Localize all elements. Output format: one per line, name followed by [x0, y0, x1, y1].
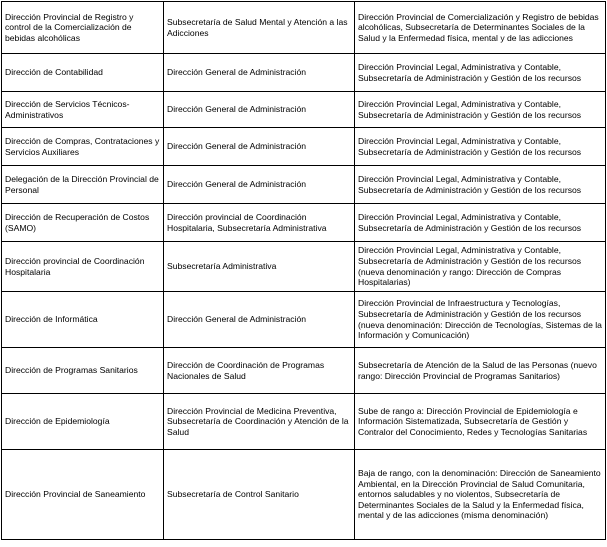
table-row [2, 450, 606, 540]
table-row [2, 128, 606, 166]
table-cell-new-location: Dirección Provincial Legal, Administrativa y Contable, Subsecretaría de Administración y Gestión de los recursos [355, 166, 606, 204]
table-row [2, 54, 606, 92]
table-cell-new-location: Dirección Provincial de Infraestructura y Tecnologías, Subsecretaría de Administración y Gestión de los recursos (nueva denominación: Dirección de Tecnologías, Sistemas de la Información y Comunicación) [355, 292, 606, 348]
table-cell-previous-unit: Dirección de Compras, Contrataciones y Servicios Auxiliares [2, 128, 164, 166]
table-row [2, 204, 606, 242]
table-cell-new-location: Sube de rango a: Dirección Provincial de Epidemiología e Información Sistematizada, Subsecretaría de Gestión y Contralor del Conocimiento, Redes y Tecnologías Sanitarias [355, 394, 606, 450]
table-row [2, 394, 606, 450]
table-cell-previous-unit: Dirección de Contabilidad [2, 54, 164, 92]
table-cell-previous-unit: Dirección Provincial de Registro y control de la Comercialización de bebidas alcohólicas [2, 2, 164, 54]
table-row [2, 2, 606, 54]
table-row [2, 348, 606, 394]
table-cell-previous-unit: Dirección de Programas Sanitarios [2, 348, 164, 394]
table-row [2, 166, 606, 204]
table-cell-previous-dependency: Dirección General de Administración [164, 166, 355, 204]
table-cell-new-location: Subsecretaría de Atención de la Salud de las Personas (nuevo rango: Dirección Provincial de Programas Sanitarios) [355, 348, 606, 394]
table-cell-previous-unit: Dirección de Epidemiología [2, 394, 164, 450]
table-cell-previous-dependency: Subsecretaría Administrativa [164, 242, 355, 292]
table-row [2, 292, 606, 348]
table-cell-previous-unit: Delegación de la Dirección Provincial de Personal [2, 166, 164, 204]
table-cell-new-location: Dirección Provincial Legal, Administrativa y Contable, Subsecretaría de Administración y Gestión de los recursos [355, 128, 606, 166]
table-row [2, 92, 606, 128]
table-cell-previous-dependency: Subsecretaría de Control Sanitario [164, 450, 355, 540]
table-cell-new-location: Baja de rango, con la denominación: Dirección de Saneamiento Ambiental, en la Dirección Provincial de Salud Comunitaria, entornos saludables y no violentos, Subsecretaría de Determinantes Sociales de la Salud y la Enfermedad física, mental y de las adicciones (misma denominación) [355, 450, 606, 540]
table-row [2, 242, 606, 292]
table-cell-previous-dependency: Dirección General de Administración [164, 54, 355, 92]
table-cell-previous-dependency: Dirección General de Administración [164, 292, 355, 348]
table-cell-previous-unit: Dirección de Recuperación de Costos (SAMO) [2, 204, 164, 242]
table-cell-new-location: Dirección Provincial Legal, Administrativa y Contable, Subsecretaría de Administración y Gestión de los recursos (nueva denominación y rango: Dirección de Compras Hospitalarias) [355, 242, 606, 292]
table-cell-previous-unit: Dirección de Informática [2, 292, 164, 348]
table-cell-new-location: Dirección Provincial Legal, Administrativa y Contable, Subsecretaría de Administración y Gestión de los recursos [355, 204, 606, 242]
table-cell-previous-unit: Dirección de Servicios Técnicos-Administrativos [2, 92, 164, 128]
table-cell-previous-unit: Dirección provincial de Coordinación Hospitalaria [2, 242, 164, 292]
table-cell-new-location: Dirección Provincial Legal, Administrativa y Contable, Subsecretaría de Administración y Gestión de los recursos [355, 92, 606, 128]
table-cell-new-location: Dirección Provincial de Comercialización y Registro de bebidas alcohólicas, Subsecretaría de Determinantes Sociales de la Salud y la Enfermedad física, mental y de las adicciones [355, 2, 606, 54]
table-cell-previous-dependency: Dirección General de Administración [164, 92, 355, 128]
table-cell-previous-dependency: Dirección General de Administración [164, 128, 355, 166]
table-cell-previous-dependency: Subsecretaría de Salud Mental y Atención a las Adicciones [164, 2, 355, 54]
reorganization-table [1, 1, 606, 540]
table-cell-previous-dependency: Dirección provincial de Coordinación Hospitalaria, Subsecretaría Administrativa [164, 204, 355, 242]
table-cell-previous-unit: Dirección Provincial de Saneamiento [2, 450, 164, 540]
table-cell-previous-dependency: Dirección Provincial de Medicina Preventiva, Subsecretaría de Coordinación y Atención de la Salud [164, 394, 355, 450]
table-cell-previous-dependency: Dirección de Coordinación de Programas Nacionales de Salud [164, 348, 355, 394]
table-cell-new-location: Dirección Provincial Legal, Administrativa y Contable, Subsecretaría de Administración y Gestión de los recursos [355, 54, 606, 92]
